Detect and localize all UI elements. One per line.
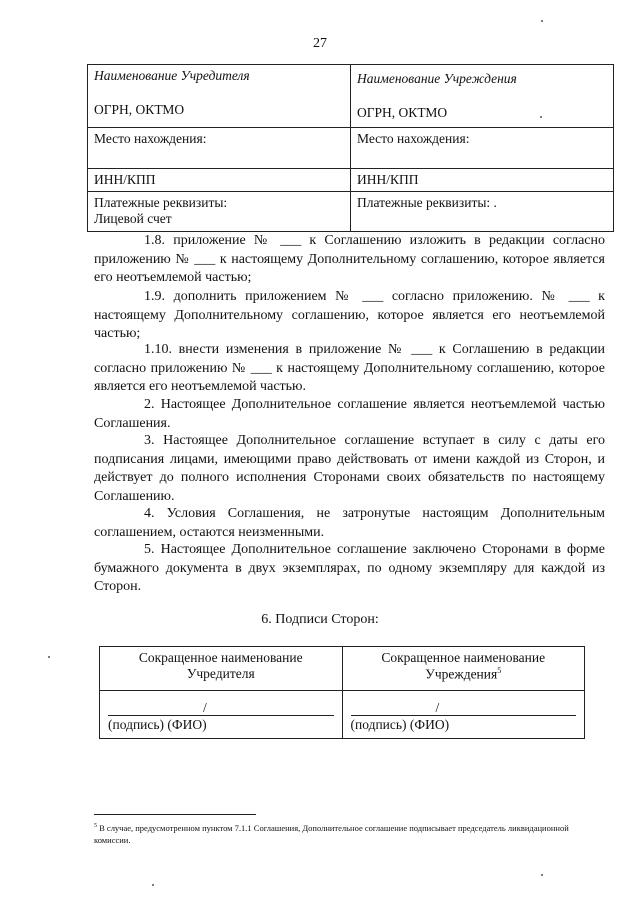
requisites-row-names — [88, 65, 614, 128]
scan-speck — [48, 656, 50, 658]
paragraph-2: 2. Настоящее Дополнительное соглашение является неотъемлемой частью Соглашения. — [94, 397, 605, 431]
paragraph-1-8: 1.8. приложение № ___ к Соглашению изложить в редакции согласно приложению № ___ к настоящему Дополнительному соглашению, которое является его неотъемлемой частью; — [94, 233, 605, 286]
paragraph-3: 3. Настоящее Дополнительное соглашение вступает в силу с даты его подписания лицами, имеющими право действовать от имени каждой из Сторон, и действует до полного исполнения Сторонами своих обязательств по настоящему Соглашению. — [94, 433, 605, 504]
founder-payment-cell — [88, 192, 351, 232]
footnote-mark: 5 — [94, 823, 97, 829]
institution-signature-header — [342, 647, 585, 691]
institution-payment-label: Платежные реквизиты: . — [357, 195, 497, 210]
institution-name-label: Наименование Учреждения — [357, 71, 517, 86]
founder-address-label: Место нахождения: — [94, 131, 207, 146]
paragraph-4: 4. Условия Соглашения, не затронутые настоящим Дополнительным соглашением, остаются неизменными. — [94, 506, 605, 540]
paragraph-1-9: 1.9. дополнить приложением № ___ согласно приложению. № ___ к настоящему Дополнительному соглашению, которое является его неотъемлемой частью; — [94, 289, 605, 342]
institution-address-cell — [351, 128, 614, 169]
institution-address-label: Место нахождения: — [357, 131, 470, 146]
institution-ogrn-label: ОГРН, ОКТМО — [357, 105, 448, 120]
institution-short-name-label: Сокращенное наименование Учреждения — [381, 650, 546, 682]
requisites-row-payment — [88, 192, 614, 232]
founder-name-cell — [88, 65, 351, 128]
founder-ogrn-label: ОГРН, ОКТМО — [94, 102, 185, 117]
paragraph-1-10: 1.10. внести изменения в приложение № ___ к Соглашению в редакции согласно приложению № ___ к настоящему Дополнительному соглашению, которое является его неотъемлемой частью. — [94, 342, 605, 395]
institution-signature-caption: (подпись) (ФИО) — [350, 717, 450, 732]
institution-signature-cell — [342, 691, 585, 739]
founder-address-cell — [88, 128, 351, 169]
signatures-sign-row — [100, 691, 585, 739]
founder-inn-cell — [88, 169, 351, 192]
footnote-separator — [94, 814, 256, 815]
institution-signature-line — [351, 696, 577, 716]
institution-name-cell — [351, 65, 614, 128]
requisites-row-address — [88, 128, 614, 169]
scan-speck — [540, 116, 542, 118]
institution-inn-label: ИНН/КПП — [357, 172, 419, 187]
signatures-header-row — [100, 647, 585, 691]
founder-signature-cell — [100, 691, 343, 739]
requisites-row-inn — [88, 169, 614, 192]
signatures-heading: 6. Подписи Сторон: — [261, 612, 379, 627]
founder-name-label: Наименование Учредителя — [94, 68, 250, 83]
founder-signature-caption: (подпись) (ФИО) — [108, 717, 207, 732]
institution-signature-slash: / — [435, 700, 440, 715]
founder-signature-line — [108, 696, 334, 716]
founder-inn-label: ИНН/КПП — [94, 172, 156, 187]
institution-inn-cell — [351, 169, 614, 192]
footnote-ref: 5 — [497, 666, 502, 675]
footnote — [94, 820, 606, 846]
scan-speck — [541, 874, 543, 876]
requisites-table — [87, 64, 614, 232]
founder-short-name-label: Сокращенное наименование Учредителя — [138, 650, 303, 681]
founder-account-label: Лицевой счет — [94, 211, 172, 226]
scan-speck — [541, 20, 543, 22]
signatures-table — [99, 646, 585, 739]
page-number: 27 — [313, 36, 327, 51]
footnote-text: В случае, предусмотренном пунктом 7.1.1 Соглашения, Дополнительное соглашение подписывает председатель ликвидационной комиссии. — [94, 822, 569, 845]
founder-signature-header — [100, 647, 343, 691]
scan-speck — [152, 884, 154, 886]
founder-signature-slash: / — [203, 700, 207, 715]
paragraph-5: 5. Настоящее Дополнительное соглашение заключено Сторонами в форме бумажного документа в двух экземплярах, по одному экземпляру для каждой из Сторон. — [94, 542, 605, 595]
institution-payment-cell — [351, 192, 614, 232]
founder-payment-label: Платежные реквизиты: — [94, 195, 228, 210]
